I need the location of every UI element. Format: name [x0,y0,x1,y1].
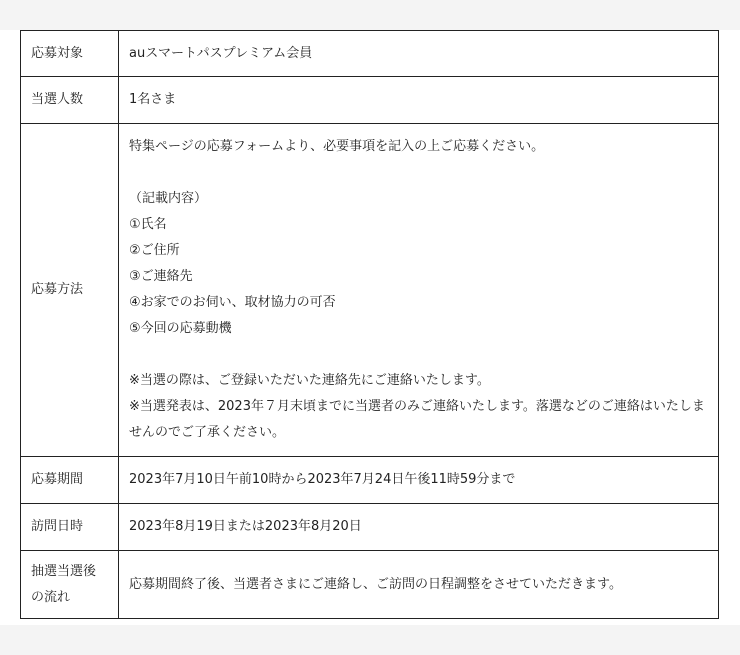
row-value-flow: 応募期間終了後、当選者さまにご連絡し、ご訪問の日程調整をさせていただきます。 [119,551,719,619]
row-label-period: 応募期間 [21,457,119,504]
table-row-method [21,124,719,457]
method-item: ⑤今回の応募動機 [129,321,232,336]
table-row-target [21,31,719,77]
method-item: ①氏名 [129,217,167,232]
method-note-announcement: ※当選発表は、2023年７月末頃までに当選者のみご連絡いたします。落選などのご連絡はいたしませんのでご了承ください。 [129,399,705,440]
row-label-visit: 訪問日時 [21,504,119,551]
row-label-target: 応募対象 [21,31,119,77]
spacer [129,160,708,186]
row-value-target: auスマートパスプレミアム会員 [119,31,719,77]
row-value-visit: 2023年8月19日または2023年8月20日 [119,504,719,551]
method-item: ②ご住所 [129,243,180,258]
method-note-winning: ※当選の際は、ご登録いただいた連絡先にご連絡いたします。 [129,373,490,388]
row-label-method: 応募方法 [21,124,119,457]
table-row-visit [21,504,719,551]
table-row-flow [21,551,719,619]
method-intro: 特集ページの応募フォームより、必要事項を記入の上ご応募ください。 [129,139,545,154]
row-label-winners: 当選人数 [21,77,119,124]
table-row-period [21,457,719,504]
page-content [0,30,740,625]
row-value-period: 2023年7月10日午前10時から2023年7月24日午後11時59分まで [119,457,719,504]
method-items-heading: （記載内容） [129,191,208,206]
campaign-details-table [20,30,719,619]
method-item: ③ご連絡先 [129,269,193,284]
table-row-winners [21,77,719,124]
row-value-winners: 1名さま [119,77,719,124]
method-item: ④お家でのお伺い、取材協力の可否 [129,295,336,310]
spacer [129,342,708,368]
row-label-flow: 抽選当選後の流れ [21,551,119,619]
row-value-method [119,124,719,457]
